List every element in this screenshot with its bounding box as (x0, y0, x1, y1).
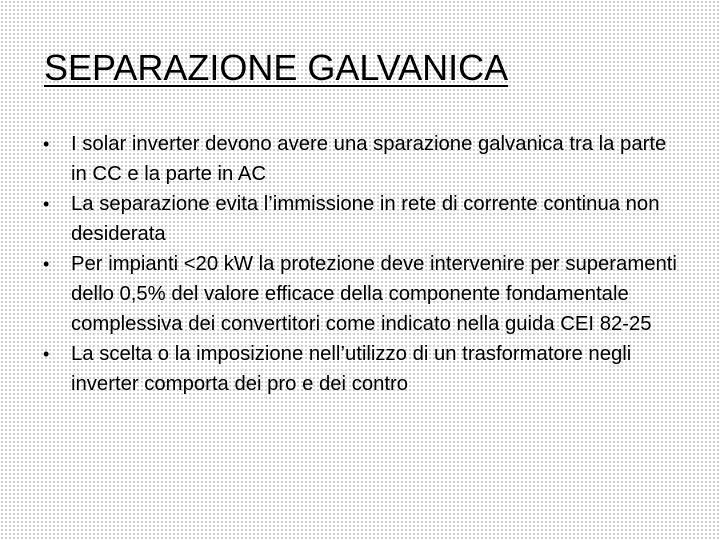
bullet-icon: • (43, 194, 50, 214)
bullet-icon: • (43, 344, 50, 364)
bullet-text: La scelta o la imposizione nell’utilizzo di un trasformatore negli inverter comporta dei pro e dei contro (71, 343, 632, 395)
bullet-icon: • (43, 254, 50, 274)
bullet-text: La separazione evita l’immissione in rete di corrente continua non desiderata (71, 193, 660, 245)
bullet-item (43, 249, 683, 339)
slide-title: SEPARAZIONE GALVANICA (44, 47, 509, 88)
bullet-list (43, 129, 683, 399)
bullet-text: I solar inverter devono avere una sparazione galvanica tra la parte in CC e la parte in AC (71, 133, 667, 185)
bullet-item (43, 339, 683, 399)
bullet-icon: • (43, 134, 50, 154)
bullet-text: Per impianti <20 kW la protezione deve intervenire per superamenti dello 0,5% del valore efficace della componente fondamentale complessiva dei convertitori come indicato nella guida CEI 82-25 (71, 253, 677, 335)
bullet-item (43, 189, 683, 249)
bullet-item (43, 129, 683, 189)
